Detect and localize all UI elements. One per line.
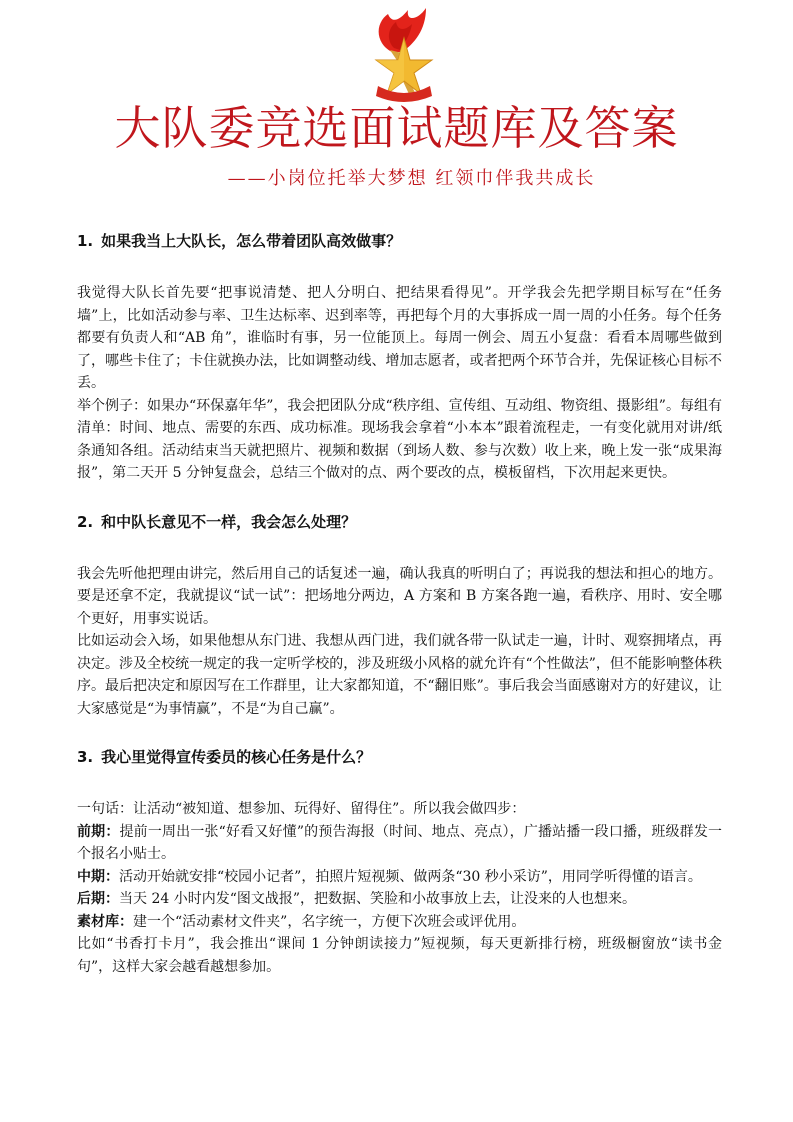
question-text: 如果我当上大队长，怎么带着团队高效做事？ bbox=[101, 232, 402, 250]
step-label: 后期 bbox=[77, 891, 105, 907]
step-label: 中期 bbox=[77, 868, 105, 885]
document-body bbox=[77, 230, 722, 1004]
step-text: 活动开始就安排“校园小记者”，拍照片短视频、做两条“30 秒小采访”，用同学听得懂的语言。 bbox=[119, 868, 702, 885]
step-text: 当天 24 小时内发“图文战报”，把数据、笑脸和小故事放上去，让没来的人也想来。 bbox=[119, 891, 637, 907]
question-section-3 bbox=[77, 746, 722, 978]
step-item: 前期：提前一周出一张“好看又好懂”的预告海报（时间、地点、亮点），广播站播一段口播，班级群发一个报名小贴士。 bbox=[77, 823, 723, 862]
question-heading bbox=[77, 746, 722, 768]
answer-paragraph: 比如运动会入场，如果他想从东门进、我想从西门进，我们就各带一队试走一遍，计时、观察拥堵点，再决定。涉及全校统一规定的我一定听学校的，涉及班级小风格的就允许有“个性做法”，但不能影响整体秩序。最后把决定和原因写在工作群里，让大家都知道，不“翻旧账”。事后我会当面感谢对方的好建议，让大家感觉是“为事情赢”，不是“为自己赢”。 bbox=[77, 633, 722, 717]
step-item: 素材库：建一个“活动素材文件夹”，名字统一，方便下次班会或评优用。 bbox=[77, 913, 526, 930]
step-label: 素材库 bbox=[77, 913, 119, 930]
question-heading bbox=[77, 230, 722, 252]
step-text: 建一个“活动素材文件夹”，名字统一，方便下次班会或评优用。 bbox=[133, 913, 526, 930]
question-heading bbox=[77, 511, 722, 533]
question-section-1 bbox=[77, 230, 722, 485]
question-number: 3. bbox=[77, 748, 94, 766]
question-number: 2. bbox=[77, 512, 94, 531]
answer-closing: 比如“书香打卡月”，我会推出“课间 1 分钟朗读接力”短视频，每天更新排行榜，班级橱窗放“读书金句”，这样大家会越看越想参加。 bbox=[77, 936, 722, 975]
answer-paragraph: 我会先听他把理由讲完，然后用自己的话复述一遍，确认我真的听明白了；再说我的想法和担心的地方。要是还拿不定，我就提议“试一试”：把场地分两边，A 方案和 B 方案各跑一遍，看秩序、用时、安全哪个更好，用事实说话。 bbox=[77, 565, 722, 627]
step-item: 中期：活动开始就安排“校园小记者”，拍照片短视频、做两条“30 秒小采访”，用同学听得懂的语言。 bbox=[77, 868, 702, 885]
document-subtitle: ——小岗位托举大梦想 红领巾伴我共成长 bbox=[227, 168, 596, 189]
step-label: 前期 bbox=[77, 823, 106, 840]
answer-paragraph: 我觉得大队长首先要“把事说清楚、把人分明白、把结果看得见”。开学我会先把学期目标写在“任务墙”上，比如活动参与率、卫生达标率、迟到率等，再把每个月的大事拆成一周一周的小任务。每个任务都要有负责人和“AB 角”，谁临时有事，另一位能顶上。每周一例会、周五小复盘：看看本周哪些做到了，哪些卡住了；卡住就换办法，比如调整动线、增加志愿者，或者把两个环节合并，先保证核心目标不丢。 bbox=[77, 285, 722, 391]
question-text: 我心里觉得宣传委员的核心任务是什么？ bbox=[101, 748, 372, 766]
step-item: 后期：当天 24 小时内发“图文战报”，把数据、笑脸和小故事放上去，让没来的人也想来。 bbox=[77, 891, 637, 907]
young-pioneers-emblem-icon bbox=[362, 4, 438, 104]
question-text: 和中队长意见不一样，我会怎么处理？ bbox=[101, 512, 357, 531]
document-title: 大队委竞选面试题库及答案 bbox=[114, 101, 679, 155]
answer-paragraph: 举个例子：如果办“环保嘉年华”，我会把团队分成“秩序组、宣传组、互动组、物资组、摄影组”。每组有清单：时间、地点、需要的东西、成功标准。现场我会拿着“小本本”跟着流程走，一有变化就用对讲/纸条通知各组。活动结束当天就把照片、视频和数据（到场人数、参与次数）收上来，晚上发一张“成果海报”，第二天开 5 分钟复盘会，总结三个做对的点、两个要改的点，模板留档，下次用起来更快。 bbox=[77, 397, 722, 481]
question-number: 1. bbox=[77, 232, 94, 250]
answer-intro: 一句话：让活动“被知道、想参加、玩得好、留得住”。所以我会做四步： bbox=[77, 801, 526, 817]
question-section-2 bbox=[77, 511, 722, 721]
step-text: 提前一周出一张“好看又好懂”的预告海报（时间、地点、亮点），广播站播一段口播，班级群发一个报名小贴士。 bbox=[77, 823, 723, 862]
